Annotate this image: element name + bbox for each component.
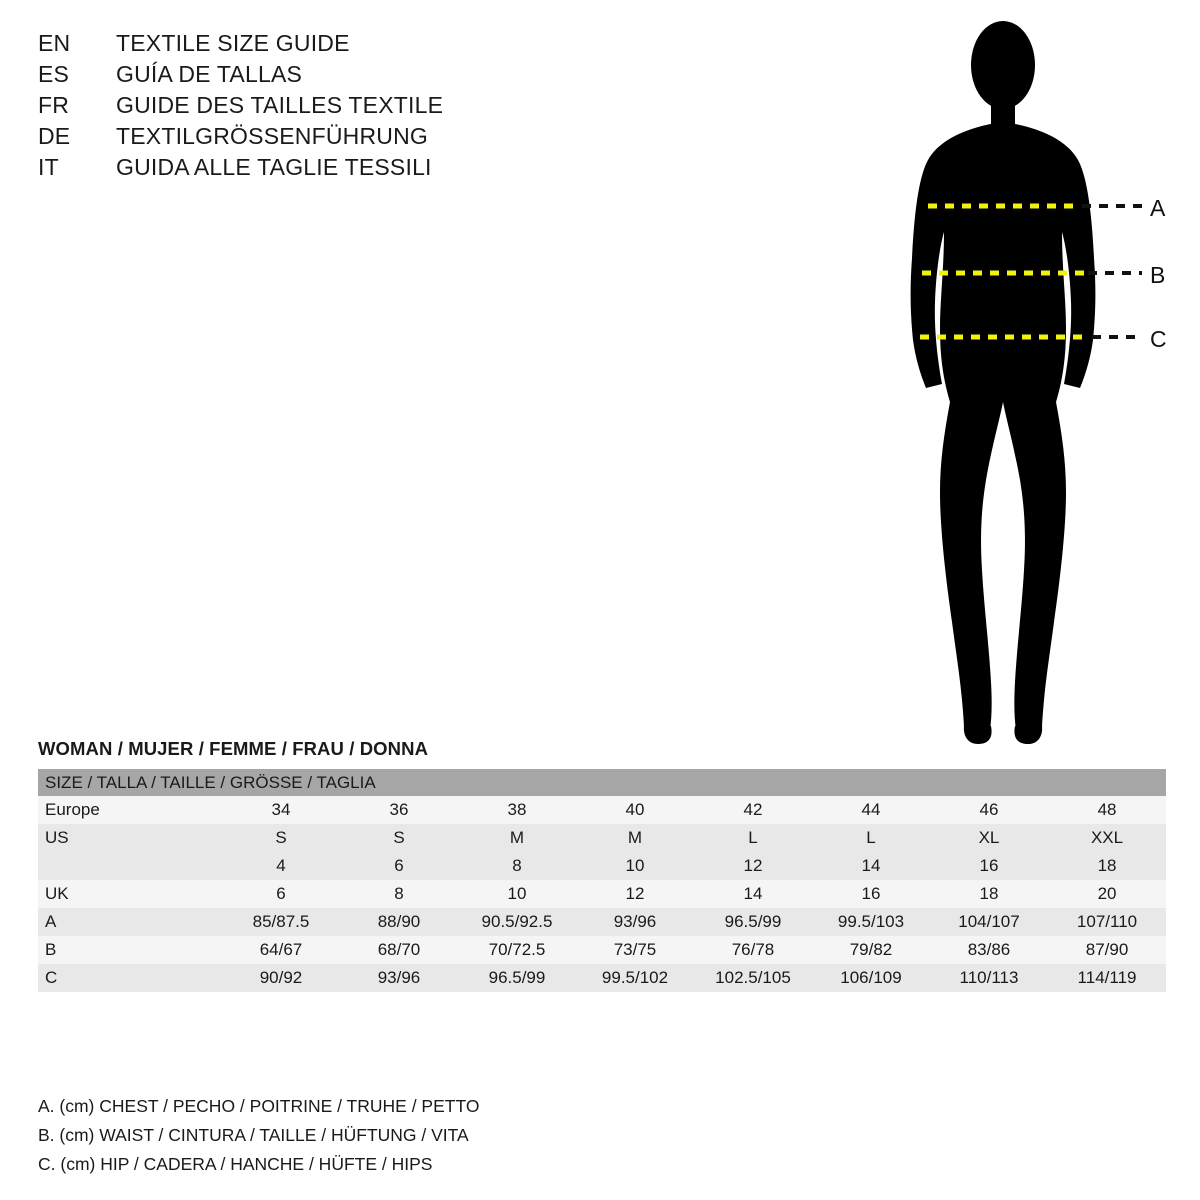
table-row — [38, 852, 1166, 880]
size-table — [38, 769, 1166, 992]
row-cell: 6 — [222, 880, 340, 908]
row-cell: 14 — [694, 880, 812, 908]
row-cell: 18 — [1048, 852, 1166, 880]
row-label — [38, 852, 222, 880]
row-cell: XL — [930, 824, 1048, 852]
row-cell: 90/92 — [222, 964, 340, 992]
table-row — [38, 908, 1166, 936]
row-cell: 87/90 — [1048, 936, 1166, 964]
language-row — [38, 92, 598, 123]
silhouette-body-shape — [911, 21, 1096, 744]
table-header-row — [38, 769, 1166, 796]
row-cell: 79/82 — [812, 936, 930, 964]
row-cell: 44 — [812, 796, 930, 824]
row-cell: 38 — [458, 796, 576, 824]
row-cell: 48 — [1048, 796, 1166, 824]
row-label: A — [38, 908, 222, 936]
footnote-hip: C. (cm) HIP / CADERA / HANCHE / HÜFTE / HIPS — [38, 1154, 433, 1174]
footnote-chest: A. (cm) CHEST / PECHO / POITRINE / TRUHE / PETTO — [38, 1096, 480, 1116]
language-row — [38, 123, 598, 154]
row-cell: 110/113 — [930, 964, 1048, 992]
row-cell: 73/75 — [576, 936, 694, 964]
row-cell: L — [812, 824, 930, 852]
row-cell: 99.5/102 — [576, 964, 694, 992]
language-title: TEXTILE SIZE GUIDE — [116, 30, 350, 56]
row-cell: 114/119 — [1048, 964, 1166, 992]
language-code: ES — [38, 61, 70, 87]
row-cell: 76/78 — [694, 936, 812, 964]
row-cell: 40 — [576, 796, 694, 824]
row-cell: 8 — [340, 880, 458, 908]
row-cell: M — [458, 824, 576, 852]
footnote-waist: B. (cm) WAIST / CINTURA / TAILLE / HÜFTUNG / VITA — [38, 1125, 469, 1145]
measurement-label-c: C — [1150, 326, 1167, 352]
language-title: GUIDE DES TAILLES TEXTILE — [116, 92, 444, 118]
row-cell: 16 — [812, 880, 930, 908]
row-cell: L — [694, 824, 812, 852]
table-row — [38, 964, 1166, 992]
row-cell: 99.5/103 — [812, 908, 930, 936]
row-cell: 20 — [1048, 880, 1166, 908]
row-cell: 8 — [458, 852, 576, 880]
table-row — [38, 796, 1166, 824]
row-cell: 70/72.5 — [458, 936, 576, 964]
table-row — [38, 880, 1166, 908]
row-cell: 93/96 — [340, 964, 458, 992]
row-cell: XXL — [1048, 824, 1166, 852]
size-table-section — [38, 738, 1166, 992]
language-title: TEXTILGRÖSSENFÜHRUNG — [116, 123, 428, 149]
row-cell: 16 — [930, 852, 1048, 880]
row-cell: 104/107 — [930, 908, 1048, 936]
row-label: Europe — [38, 796, 222, 824]
row-cell: 12 — [694, 852, 812, 880]
row-cell: 106/109 — [812, 964, 930, 992]
row-cell: 18 — [930, 880, 1048, 908]
language-title: GUIDA ALLE TAGLIE TESSILI — [116, 154, 432, 180]
row-cell: 42 — [694, 796, 812, 824]
table-header-label: SIZE / TALLA / TAILLE / GRÖSSE / TAGLIA — [38, 769, 1166, 796]
section-title: WOMAN / MUJER / FEMME / FRAU / DONNA — [38, 738, 429, 759]
language-code: EN — [38, 30, 71, 56]
table-row — [38, 936, 1166, 964]
row-cell: 36 — [340, 796, 458, 824]
language-row — [38, 30, 598, 61]
row-cell: 68/70 — [340, 936, 458, 964]
row-label: US — [38, 824, 222, 852]
row-cell: 93/96 — [576, 908, 694, 936]
row-cell: 10 — [458, 880, 576, 908]
row-cell: 107/110 — [1048, 908, 1166, 936]
row-cell: 96.5/99 — [694, 908, 812, 936]
language-row — [38, 61, 598, 92]
row-cell: 46 — [930, 796, 1048, 824]
row-cell: 4 — [222, 852, 340, 880]
row-cell: 85/87.5 — [222, 908, 340, 936]
language-title: GUÍA DE TALLAS — [116, 61, 303, 87]
language-code: DE — [38, 123, 71, 149]
row-cell: 64/67 — [222, 936, 340, 964]
row-cell: 88/90 — [340, 908, 458, 936]
row-cell: 10 — [576, 852, 694, 880]
row-cell: 90.5/92.5 — [458, 908, 576, 936]
row-cell: 14 — [812, 852, 930, 880]
row-cell: S — [222, 824, 340, 852]
row-cell: 83/86 — [930, 936, 1048, 964]
row-cell: 6 — [340, 852, 458, 880]
language-titles-block — [38, 30, 598, 185]
row-cell: 34 — [222, 796, 340, 824]
measurement-label-a: A — [1150, 195, 1166, 221]
body-silhouette-figure — [860, 10, 1190, 750]
row-label: B — [38, 936, 222, 964]
row-cell: 12 — [576, 880, 694, 908]
silhouette-svg — [860, 10, 1190, 750]
row-cell: S — [340, 824, 458, 852]
language-code: IT — [38, 154, 59, 180]
row-cell: 96.5/99 — [458, 964, 576, 992]
language-code: FR — [38, 92, 70, 118]
measurement-label-b: B — [1150, 262, 1166, 288]
language-row — [38, 154, 598, 185]
row-cell: 102.5/105 — [694, 964, 812, 992]
row-label: C — [38, 964, 222, 992]
row-cell: M — [576, 824, 694, 852]
row-label: UK — [38, 880, 222, 908]
footnotes-block — [38, 1092, 938, 1179]
table-row — [38, 824, 1166, 852]
